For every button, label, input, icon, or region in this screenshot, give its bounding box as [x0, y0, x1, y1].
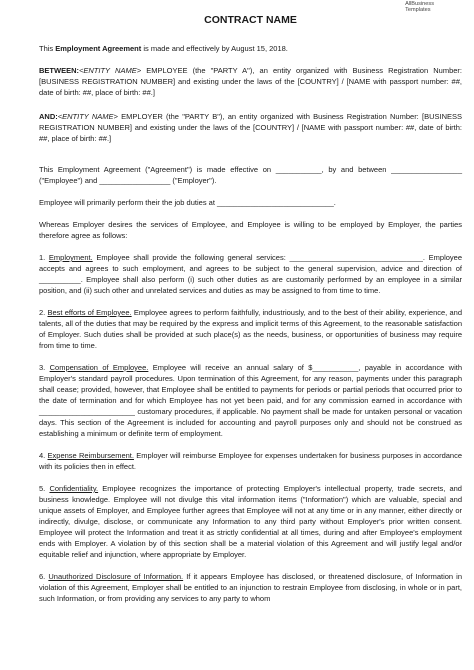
section-4 [39, 450, 462, 472]
and-paragraph [39, 111, 462, 144]
section-heading: Unauthorized Disclosure of Information. [48, 572, 184, 581]
section-number: 6. [39, 572, 49, 581]
section-text: Employee shall provide the following general services: ________________________________. Employee accepts and agrees to such employment, and agrees to be subject to the general supervision, advice and direction of __________. Employee shall also perform (i) such other duties as are customarily performed by an employee in a similar position, and (ii) such other and unrelated services and duties as may be assigned to from time to time. [39, 253, 462, 295]
section-number: 4. [39, 451, 48, 460]
section-heading: Compensation of Employee. [49, 363, 149, 372]
section-3 [39, 362, 462, 439]
intro-bold: Employment Agreement [55, 44, 142, 53]
section-number: 3. [39, 363, 50, 372]
between-paragraph [39, 65, 462, 98]
section-text: Employee agrees to perform faithfully, industriously, and to the best of their ability, experience, and talents, all of the duties that may be required by the express and implicit terms of this Agreement, to the reasonable satisfaction of Employer. Such duties shall be provided at such place(s) as the needs, business, or opportunities of business may require from time to time. [39, 308, 463, 350]
and-text: EMPLOYER (the "PARTY B"), an entity organized with Business Registration Number: [BUSINESS REGISTRATION NUMBER] and existing under the laws of the [COUNTRY] / [NAME with passport number: ##, date of birth: ##, place of birth: ##.] [39, 112, 462, 143]
section-text: Employee recognizes the importance of protecting Employer's intellectual property, trade secrets, and business knowledge. Employee will not divulge this vital information items ("Information") which are valuable, special and unique assets of Employer, and Employee further agrees that Employee will not at any time or in any manner, either directly or indirectly, divulge, disclose, or communicate any Information to any third party without Employer's prior written consent. Employee will protect the Information and treat it as strictly confidential at all times, during and after Employee's employment ends with Employer. A violation by of this section shall be a material violation of this Agreement and will justify legal and/or equitable relief and injunction, where appropriate by Employer. [39, 484, 462, 559]
intro-pre: This [39, 44, 56, 53]
intro-post: is made and effectively by August 15, 2018. [141, 44, 288, 53]
section-6 [39, 571, 462, 604]
perform-paragraph: Employee will primarily perform their the job duties at ____________________________. [39, 198, 336, 207]
section-text: Employee will receive an annual salary of $___________, payable in accordance with Employer's standard payroll procedures. Upon termination of this Agreement, for any reason, payments under this paragraph shall cease; provided, however, that Employee shall be entitled to payments for periods or partial periods that occurred prior to the date of termination and for which Employee has not yet been paid, and for any commission earned in accordance with _______________________ customary procedures, if applicable. No payment shall be made for untaken personal or vacation days. This section of the Agreement is included for accounting and payroll purposes only and should not be construed as establishing a minimum or definite term of employment. [39, 363, 463, 438]
section-text: If it appears Employee has disclosed, or threatened disclosure, of Information in violation of this Agreement, Employer shall be entitled to an injunction to restrain Employee from disclosing, in whole or in part, such Information, or from providing any services to any party to whom [39, 572, 463, 603]
between-entity: <ENTITY NAME> [79, 66, 142, 75]
section-5 [39, 483, 462, 560]
section-1 [39, 252, 462, 296]
section-number: 1. [39, 253, 49, 262]
section-heading: Expense Reimbursement. [47, 451, 134, 460]
effective-paragraph: This Employment Agreement ("Agreement") is made effective on ___________, by and between _________________ ("Employee") and _________________ ("Employer"). [39, 165, 462, 185]
contract-document [39, 14, 462, 615]
section-heading: Employment. [48, 253, 93, 262]
logo-line-1: AllBusiness [405, 1, 434, 7]
section-text: Employer will reimburse Employee for expenses undertaken for business purposes in accordance with its policies then in effect. [39, 451, 463, 471]
and-label: AND: [39, 112, 58, 121]
section-2 [39, 307, 462, 351]
document-title: CONTRACT NAME [204, 14, 297, 26]
whereas-paragraph: Whereas Employer desires the services of Employee, and Employee is willing to be employed by Employer, the parties therefore agree as follows: [39, 220, 462, 240]
between-text: EMPLOYEE (the "PARTY A"), an entity organized with Business Registration Number: [BUSINESS REGISTRATION NUMBER] and existing under the laws of the [COUNTRY] / [NAME with passport number: ##, date of birth: ##, place of birth: ##.] [39, 66, 462, 97]
section-heading: Best efforts of Employee. [47, 308, 132, 317]
between-label: BETWEEN: [39, 66, 79, 75]
logo [405, 1, 434, 14]
logo-line-2: Templates [405, 7, 431, 14]
intro-paragraph [39, 43, 462, 54]
section-number: 5. [39, 484, 50, 493]
section-number: 2. [39, 308, 48, 317]
section-heading: Confidentiality. [49, 484, 99, 493]
and-entity: <ENTITY NAME> [57, 112, 118, 121]
